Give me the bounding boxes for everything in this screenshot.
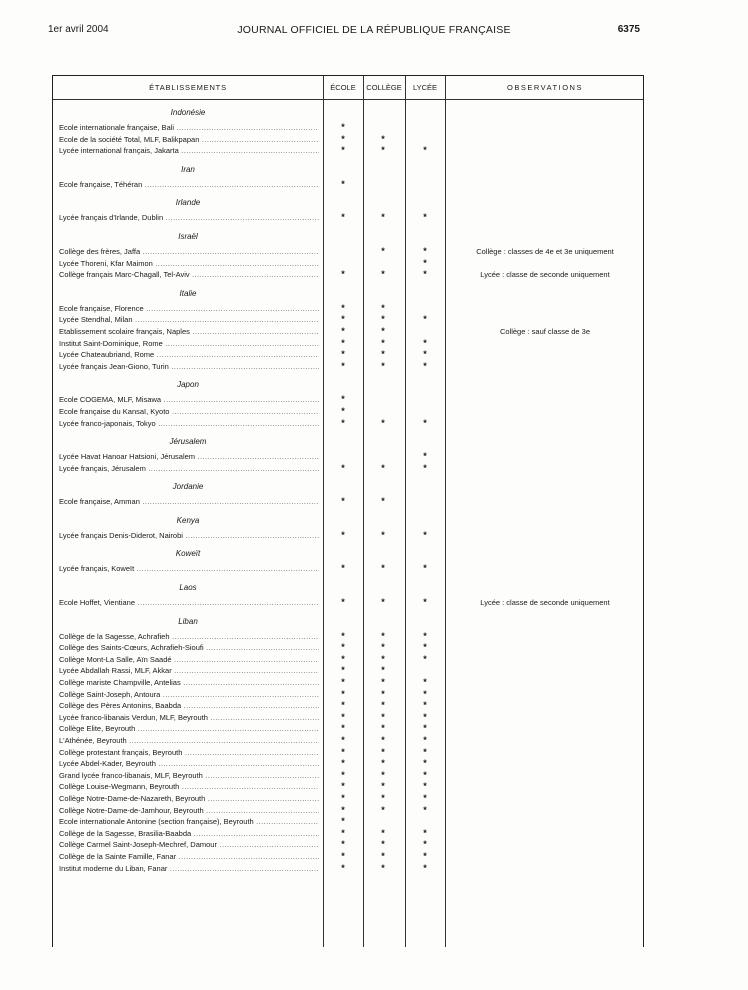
country-heading: Iran	[181, 164, 195, 174]
lycee-mark: *	[423, 529, 427, 540]
establishment-name: Lycée Abdel-Kader, Beyrouth .....	[59, 758, 319, 770]
lycee-mark: *	[423, 723, 427, 734]
ecole-mark: *	[341, 792, 345, 803]
establishment-name: Collège Mont-La Salle, Aïn Saadé .....	[59, 654, 319, 666]
establishment-name: Ecole française, Téhéran .....	[59, 179, 319, 191]
table-row	[53, 677, 643, 689]
table-body	[53, 100, 643, 874]
establishment-name: Collège de la Sainte Famille, Fanar .....	[59, 851, 319, 863]
lycee-mark: *	[423, 314, 427, 325]
ecole-mark: *	[341, 145, 345, 156]
lycee-mark: *	[423, 781, 427, 792]
ecole-mark: *	[341, 700, 345, 711]
ecole-mark: *	[341, 496, 345, 507]
lycee-mark: *	[423, 417, 427, 428]
lycee-mark: *	[423, 245, 427, 256]
lycee-mark: *	[423, 700, 427, 711]
college-mark: *	[381, 302, 385, 313]
ecole-mark: *	[341, 133, 345, 144]
establishment-name: Ecole française du Kansaï, Kyoto .....	[59, 406, 319, 418]
college-mark: *	[381, 827, 385, 838]
lycee-mark: *	[423, 746, 427, 757]
ecole-mark: *	[341, 360, 345, 371]
lycee-mark: *	[423, 653, 427, 664]
country-heading: Israël	[178, 231, 198, 241]
establishment-name: Institut moderne du Liban, Fanar .....	[59, 863, 319, 875]
college-mark: *	[381, 700, 385, 711]
college-mark: *	[381, 145, 385, 156]
table-row	[53, 530, 643, 542]
college-mark: *	[381, 642, 385, 653]
journal-title: JOURNAL OFFICIEL DE LA RÉPUBLIQUE FRANÇAISE	[237, 24, 511, 36]
table-row	[53, 326, 643, 338]
lycee-mark: *	[423, 642, 427, 653]
college-mark: *	[381, 688, 385, 699]
country-heading: Italie	[179, 288, 197, 298]
page-date: 1er avril 2004	[48, 24, 109, 35]
table-row	[53, 451, 643, 463]
establishment-name: Institut Saint-Dominique, Rome .....	[59, 338, 319, 350]
lycee-mark: *	[423, 688, 427, 699]
college-mark: *	[381, 862, 385, 873]
table-row	[53, 735, 643, 747]
table-row	[53, 665, 643, 677]
ecole-mark: *	[341, 178, 345, 189]
lycee-mark: *	[423, 850, 427, 861]
college-mark: *	[381, 462, 385, 473]
ecole-mark: *	[341, 417, 345, 428]
lycee-mark: *	[423, 360, 427, 371]
table-row	[53, 851, 643, 863]
lycee-mark: *	[423, 711, 427, 722]
column-header-lycee: LYCÉE	[412, 83, 438, 92]
table-row	[53, 246, 643, 258]
ecole-mark: *	[341, 827, 345, 838]
ecole-mark: *	[341, 723, 345, 734]
establishment-name: Lycée Chateaubriand, Rome .....	[59, 349, 319, 361]
establishment-name: Lycée français, Koweït .....	[59, 563, 319, 575]
table-row	[53, 631, 643, 643]
establishment-name: Collège mariste Champville, Antelias .....	[59, 677, 319, 689]
college-mark: *	[381, 653, 385, 664]
establishment-name: Collège de la Sagesse, Brasilia-Baabda .....	[59, 828, 319, 840]
table-row	[53, 394, 643, 406]
ecole-mark: *	[341, 563, 345, 574]
establishment-name: Collège Notre-Dame-de-Jamhour, Beyrouth .....	[59, 805, 319, 817]
college-mark: *	[381, 746, 385, 757]
country-heading: Irlande	[175, 198, 201, 208]
country-heading: Indonésie	[170, 108, 206, 117]
ecole-mark: *	[341, 665, 345, 676]
establishment-name: Lycée franco-libanais Verdun, MLF, Beyrouth .....	[59, 712, 319, 724]
college-mark: *	[381, 360, 385, 371]
table-row	[53, 863, 643, 875]
lycee-mark: *	[423, 145, 427, 156]
ecole-mark: *	[341, 653, 345, 664]
establishment-name: Ecole internationale française, Bali .....	[59, 122, 319, 134]
lycee-mark: *	[423, 735, 427, 745]
table-row	[53, 712, 643, 724]
college-mark: *	[381, 314, 385, 325]
country-heading: Jérusalem	[169, 437, 207, 447]
ecole-mark: *	[341, 816, 345, 827]
establishment-name: Collège Louise-Wegmann, Beyrouth .....	[59, 781, 319, 793]
lycee-mark: *	[423, 212, 427, 223]
college-mark: *	[381, 665, 385, 676]
page-number: 6375	[617, 24, 640, 35]
ecole-mark: *	[341, 325, 345, 336]
college-mark: *	[381, 850, 385, 861]
ecole-mark: *	[341, 314, 345, 325]
table-row	[53, 212, 643, 224]
ecole-mark: *	[341, 405, 345, 416]
establishment-name: Collège Notre-Dame-de-Nazareth, Beyrouth .....	[59, 793, 319, 805]
college-mark: *	[381, 711, 385, 722]
country-heading: Jordanie	[172, 482, 204, 492]
establishment-name: Ecole COGEMA, MLF, Misawa .....	[59, 394, 319, 406]
observation-text: Collège : sauf classe de 3e	[499, 326, 591, 336]
college-mark: *	[381, 529, 385, 540]
observation-text: Collège : classes de 4e et 3e uniquement	[476, 246, 614, 256]
table-row	[53, 805, 643, 817]
lycee-mark: *	[423, 839, 427, 850]
table-row	[53, 406, 643, 418]
ecole-mark: *	[341, 688, 345, 699]
table-row	[53, 269, 643, 281]
ecole-mark: *	[341, 462, 345, 473]
table-row	[53, 134, 643, 146]
lycee-mark: *	[423, 677, 427, 688]
table-row	[53, 418, 643, 430]
lycee-mark: *	[423, 827, 427, 838]
ecole-mark: *	[341, 758, 345, 769]
establishment-name: Ecole Hoffet, Vientiane .....	[59, 597, 319, 609]
college-mark: *	[381, 337, 385, 348]
lycee-mark: *	[423, 337, 427, 348]
country-heading: Laos	[179, 583, 197, 593]
establishment-name: Collège Elite, Beyrouth .....	[59, 723, 319, 735]
lycee-mark: *	[423, 563, 427, 574]
lycee-mark: *	[423, 462, 427, 473]
ecole-mark: *	[341, 302, 345, 313]
ecole-mark: *	[341, 839, 345, 850]
college-mark: *	[381, 677, 385, 688]
lycee-mark: *	[423, 349, 427, 360]
establishment-name: Collège des Pères Antonins, Baabda .....	[59, 700, 319, 712]
country-heading: Kenya	[176, 515, 200, 525]
college-mark: *	[381, 735, 385, 745]
establishment-name: Collège protestant français, Beyrouth .....	[59, 747, 319, 759]
establishment-name: Collège français Marc-Chagall, Tel-Aviv .....	[59, 269, 319, 281]
lycee-mark: *	[423, 792, 427, 803]
establishment-name: Lycée français d'Irlande, Dublin .....	[59, 212, 319, 224]
establishment-name: Collège de la Sagesse, Achrafieh .....	[59, 631, 319, 643]
ecole-mark: *	[341, 337, 345, 348]
ecole-mark: *	[341, 597, 345, 608]
ecole-mark: *	[341, 394, 345, 405]
country-heading: Japon	[177, 380, 199, 390]
table-row	[53, 496, 643, 508]
table-row	[53, 700, 643, 712]
table-row	[53, 145, 643, 157]
establishment-name: Lycée Havat Hanoar Hatsioni, Jérusalem .....	[59, 451, 319, 463]
table-row	[53, 654, 643, 666]
college-mark: *	[381, 597, 385, 608]
establishment-name: Ecole française, Florence .....	[59, 303, 319, 315]
table-row	[53, 338, 643, 350]
table-row	[53, 179, 643, 191]
establishment-name: Lycée Thoreni, Kfar Maimon .....	[59, 258, 319, 270]
college-mark: *	[381, 417, 385, 428]
table-row	[53, 314, 643, 326]
establishment-name: Lycée Stendhal, Milan .....	[59, 314, 319, 326]
establishment-name: Collège des frères, Jaffa .....	[59, 246, 319, 258]
table-row	[53, 597, 643, 609]
lycee-mark: *	[423, 257, 427, 268]
lycee-mark: *	[423, 758, 427, 769]
lycee-mark: *	[423, 597, 427, 608]
column-header-college: COLLÈGE	[366, 83, 402, 92]
table-row	[53, 349, 643, 361]
table-row	[53, 689, 643, 701]
ecole-mark: *	[341, 850, 345, 861]
table-row	[53, 642, 643, 654]
college-mark: *	[381, 349, 385, 360]
ecole-mark: *	[341, 804, 345, 815]
ecole-mark: *	[341, 677, 345, 688]
establishment-name: Collège Carmel Saint-Joseph-Mechref, Damour .....	[59, 839, 319, 851]
college-mark: *	[381, 630, 385, 641]
table-row	[53, 563, 643, 575]
ecole-mark: *	[341, 711, 345, 722]
country-heading: Liban	[178, 616, 198, 626]
table-row	[53, 839, 643, 851]
ecole-mark: *	[341, 349, 345, 360]
ecole-mark: *	[341, 862, 345, 873]
table-row	[53, 781, 643, 793]
ecole-mark: *	[341, 642, 345, 653]
lycee-mark: *	[423, 451, 427, 462]
table-row	[53, 828, 643, 840]
establishment-name: Ecole de la société Total, MLF, Balikpapan .....	[59, 134, 319, 146]
lycee-mark: *	[423, 769, 427, 780]
ecole-mark: *	[341, 212, 345, 223]
establishment-name: Collège des Saints-Cœurs, Achrafieh-Sioufi .....	[59, 642, 319, 654]
establishment-name: Lycée français, Jérusalem .....	[59, 463, 319, 475]
establishments-table	[52, 75, 644, 947]
ecole-mark: *	[341, 529, 345, 540]
column-header-ecole: ÉCOLE	[330, 83, 356, 92]
table-row	[53, 303, 643, 315]
establishment-name: Etablissement scolaire français, Naples .....	[59, 326, 319, 338]
college-mark: *	[381, 769, 385, 780]
establishment-name: Lycée Abdallah Rassi, MLF, Akkar .....	[59, 665, 319, 677]
ecole-mark: *	[341, 735, 345, 745]
establishment-name: Ecole internationale Antonine (section française), Beyrouth .....	[59, 816, 319, 828]
college-mark: *	[381, 325, 385, 336]
establishment-name: L'Athénée, Beyrouth .....	[59, 735, 319, 747]
country-heading: Koweït	[175, 549, 201, 559]
table-row	[53, 258, 643, 270]
establishment-name: Ecole française, Amman .....	[59, 496, 319, 508]
college-mark: *	[381, 781, 385, 792]
establishment-name: Lycée français Jean-Giono, Turin .....	[59, 361, 319, 373]
ecole-mark: *	[341, 746, 345, 757]
ecole-mark: *	[341, 269, 345, 280]
college-mark: *	[381, 758, 385, 769]
college-mark: *	[381, 723, 385, 734]
lycee-mark: *	[423, 862, 427, 873]
college-mark: *	[381, 839, 385, 850]
table-row	[53, 723, 643, 735]
establishment-name: Lycée français Denis-Diderot, Nairobi .....	[59, 530, 319, 542]
college-mark: *	[381, 792, 385, 803]
column-header-etablissements: ÉTABLISSEMENTS	[149, 83, 227, 92]
college-mark: *	[381, 804, 385, 815]
table-row	[53, 361, 643, 373]
establishment-name: Lycée franco-japonais, Tokyo .....	[59, 418, 319, 430]
table-row	[53, 122, 643, 134]
college-mark: *	[381, 563, 385, 574]
table-row	[53, 758, 643, 770]
observation-text: Lycée : classe de seconde uniquement	[480, 270, 610, 280]
table-row	[53, 816, 643, 828]
ecole-mark: *	[341, 769, 345, 780]
college-mark: *	[381, 133, 385, 144]
ecole-mark: *	[341, 122, 345, 132]
lycee-mark: *	[423, 804, 427, 815]
observation-text: Lycée : classe de seconde uniquement	[480, 598, 610, 608]
lycee-mark: *	[423, 630, 427, 641]
lycee-mark: *	[423, 269, 427, 280]
column-header-observations: OBSERVATIONS	[507, 83, 583, 92]
table-row	[53, 793, 643, 805]
college-mark: *	[381, 269, 385, 280]
ecole-mark: *	[341, 781, 345, 792]
establishment-name: Collège Saint-Joseph, Antoura .....	[59, 689, 319, 701]
college-mark: *	[381, 245, 385, 256]
college-mark: *	[381, 212, 385, 223]
table-row	[53, 770, 643, 782]
table-row	[53, 463, 643, 475]
establishment-name: Lycée international français, Jakarta .....	[59, 145, 319, 157]
table-row	[53, 747, 643, 759]
ecole-mark: *	[341, 630, 345, 641]
establishment-name: Grand lycée franco-libanais, MLF, Beyrouth .....	[59, 770, 319, 782]
college-mark: *	[381, 496, 385, 507]
